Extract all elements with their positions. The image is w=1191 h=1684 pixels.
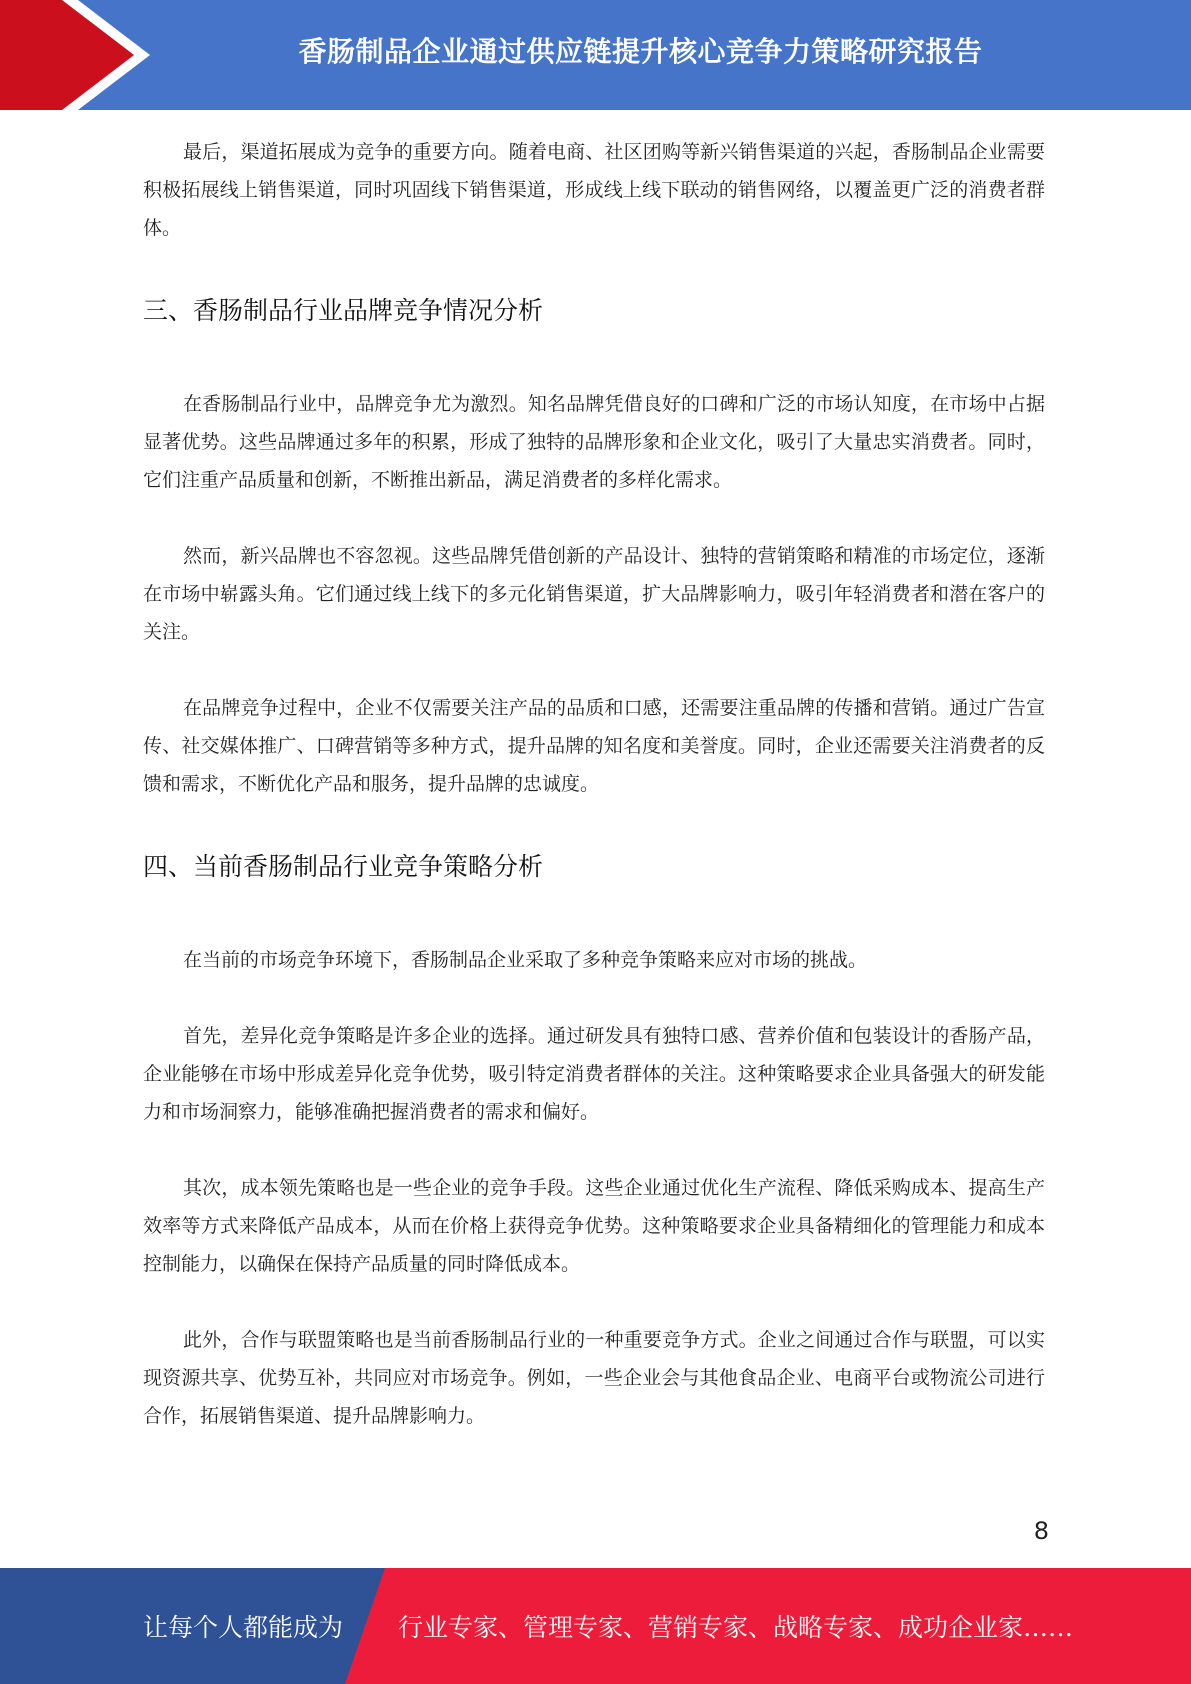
intro-paragraph: 最后，渠道拓展成为竞争的重要方向。随着电商、社区团购等新兴销售渠道的兴起，香肠制品企业需要积极拓展线上销售渠道，同时巩固线下销售渠道，形成线上线下联动的销售网络，以覆盖更广泛的消费者群体。 xyxy=(143,141,1045,239)
header-chevron-icon xyxy=(0,0,160,110)
section-4-heading: 四、当前香肠制品行业竞争策略分析 xyxy=(143,852,544,881)
section-3-heading: 三、香肠制品行业品牌竞争情况分析 xyxy=(143,296,544,325)
report-title: 香肠制品企业通过供应链提升核心竞争力策略研究报告 xyxy=(298,35,983,68)
page-number: 8 xyxy=(1033,1517,1049,1545)
main-content xyxy=(143,133,1045,1435)
section-4-paragraph: 此外，合作与联盟策略也是当前香肠制品行业的一种重要竞争方式。企业之间通过合作与联盟，可以实现资源共享、优势互补，共同应对市场竞争。例如，一些企业会与其他食品企业、电商平台或物流公司进行合作，拓展销售渠道、提升品牌影响力。 xyxy=(143,1329,1045,1427)
header-bar xyxy=(0,0,1191,110)
footer-slogan-left: 让每个人都能成为 xyxy=(143,1613,344,1642)
section-4-paragraph: 其次，成本领先策略也是一些企业的竞争手段。这些企业通过优化生产流程、降低采购成本、提高生产效率等方式来降低产品成本，从而在价格上获得竞争优势。这种策略要求企业具备精细化的管理能力和成本控制能力，以确保在保持产品质量的同时降低成本。 xyxy=(143,1177,1045,1275)
section-3-paragraph: 然而，新兴品牌也不容忽视。这些品牌凭借创新的产品设计、独特的营销策略和精准的市场定位，逐渐在市场中崭露头角。它们通过线上线下的多元化销售渠道，扩大品牌影响力，吸引年轻消费者和潜在客户的关注。 xyxy=(143,545,1045,643)
section-4-paragraph: 在当前的市场竞争环境下，香肠制品企业采取了多种竞争策略来应对市场的挑战。 xyxy=(183,949,868,971)
section-3-paragraph: 在品牌竞争过程中，企业不仅需要关注产品的品质和口感，还需要注重品牌的传播和营销。通过广告宣传、社交媒体推广、口碑营销等多种方式，提升品牌的知名度和美誉度。同时，企业还需要关注消费者的反馈和需求，不断优化产品和服务，提升品牌的忠诚度。 xyxy=(143,697,1045,795)
section-4-paragraph: 首先，差异化竞争策略是许多企业的选择。通过研发具有独特口感、营养价值和包装设计的香肠产品，企业能够在市场中形成差异化竞争优势，吸引特定消费者群体的关注。这种策略要求企业具备强大的研发能力和市场洞察力，能够准确把握消费者的需求和偏好。 xyxy=(143,1025,1045,1123)
footer-bar xyxy=(0,1568,1191,1684)
section-3-paragraph: 在香肠制品行业中，品牌竞争尤为激烈。知名品牌凭借良好的口碑和广泛的市场认知度，在市场中占据显著优势。这些品牌通过多年的积累，形成了独特的品牌形象和企业文化，吸引了大量忠实消费者。同时，它们注重产品质量和创新，不断推出新品，满足消费者的多样化需求。 xyxy=(143,393,1045,491)
footer-slogan-right: 行业专家、管理专家、营销专家、战略专家、成功企业家…… xyxy=(398,1613,1074,1642)
